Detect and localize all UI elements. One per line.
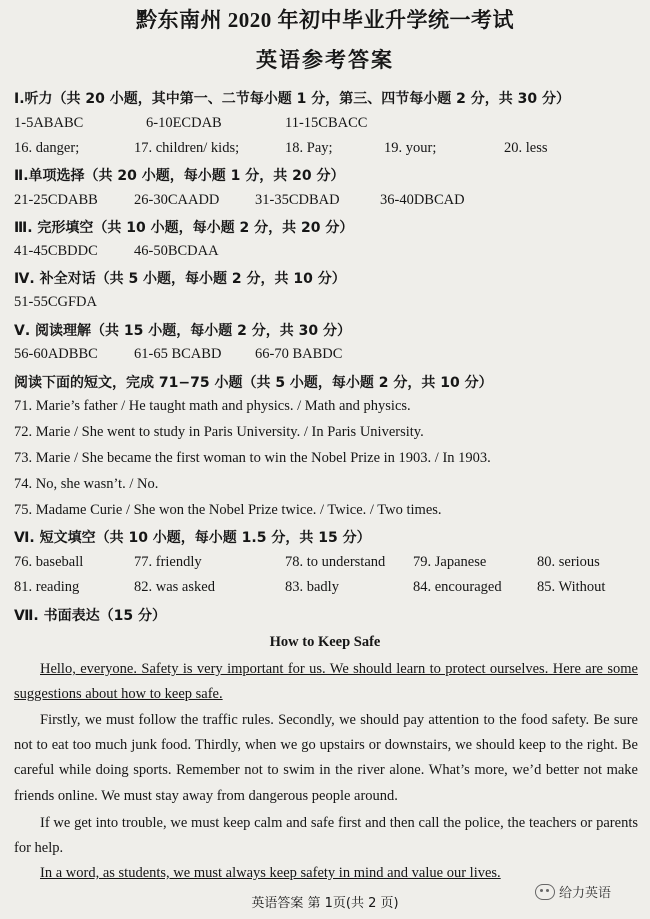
answer-item: 81. reading (14, 579, 80, 595)
answer-group: 31-35CDBAD (255, 192, 340, 208)
answer-key-title: 英语参考答案 (256, 48, 394, 72)
dialogue-heading: Ⅳ. 补全对话（共 5 小题，每小题 2 分，共 10 分） (14, 271, 346, 287)
answer-group: 56-60ADBBC (14, 346, 98, 362)
answer-group: 46-50BCDAA (134, 243, 219, 259)
short-answer: 72. Marie / She went to study in Paris University. / In Paris University. (14, 424, 424, 440)
answer-item: 79. Japanese (413, 554, 487, 570)
essay-body: Firstly, we must follow the traffic rules. Secondly, we should pay attention to the food safety. Be sure not to eat too much junk food. Thirdly, when we go upstairs or downstairs, we should keep to the right. Be careful while doing sports. Remember not to swim in the river alone. What’s more, we’d better not make friends online. We must stay away from dangerous people around. (14, 712, 638, 804)
writing-heading: Ⅶ. 书面表达（15 分） (14, 608, 166, 624)
answer-item: 82. was asked (134, 579, 215, 595)
listening-heading: Ⅰ.听力（共 20 小题，其中第一、二节每小题 1 分，第三、四节每小题 2 分，共 30 分） (14, 91, 570, 107)
essay-conclusion: In a word, as students, we must always keep safety in mind and value our lives. (40, 865, 501, 881)
answer-group: 66-70 BABDC (255, 346, 343, 362)
answer-group: 51-55CGFDA (14, 294, 97, 310)
answer-group: 21-25CDABB (14, 192, 98, 208)
short-answer: 75. Madame Curie / She won the Nobel Prize twice. / Twice. / Two times. (14, 502, 442, 518)
fill-blanks-heading: Ⅵ. 短文填空（共 10 小题，每小题 1.5 分，共 15 分） (14, 530, 371, 546)
answer-item: 16. danger; (14, 140, 80, 156)
page-footer: 英语答案 第 1页(共 2 页) (251, 896, 399, 911)
answer-group: 1-5ABABC (14, 115, 84, 131)
answer-group: 26-30CAADD (134, 192, 220, 208)
answer-group: 41-45CBDDC (14, 243, 98, 259)
short-answer: 74. No, she wasn’t. / No. (14, 476, 159, 492)
watermark-badge (535, 882, 611, 901)
answer-item: 17. children/ kids; (134, 140, 240, 156)
short-answer: 73. Marie / She became the first woman to win the Nobel Prize in 1903. / In 1903. (14, 450, 491, 466)
answer-item: 20. less (504, 140, 548, 156)
answer-item: 80. serious (537, 554, 600, 570)
reading-sub-heading: 阅读下面的短文，完成 71−75 小题（共 5 小题，每小题 2 分，共 10 分） (14, 375, 493, 391)
answer-item: 76. baseball (14, 554, 84, 570)
essay-title: How to Keep Safe (269, 634, 381, 650)
single-choice-heading: Ⅱ.单项选择（共 20 小题，每小题 1 分，共 20 分） (14, 168, 345, 184)
answer-item: 78. to understand (285, 554, 386, 570)
answer-group: 11-15CBACC (285, 115, 368, 131)
answer-group: 6-10ECDAB (146, 115, 222, 131)
answer-item: 85. Without (537, 579, 606, 595)
answer-item: 19. your; (384, 140, 437, 156)
exam-title: 黔东南州 2020 年初中毕业升学统一考试 (136, 8, 514, 32)
watermark-text: 给力英语 (559, 886, 612, 901)
answer-group: 61-65 BCABD (134, 346, 222, 362)
answer-item: 77. friendly (134, 554, 202, 570)
wechat-icon (535, 884, 555, 900)
reading-heading: Ⅴ. 阅读理解（共 15 小题，每小题 2 分，共 30 分） (14, 323, 351, 339)
short-answer: 71. Marie’s father / He taught math and physics. / Math and physics. (14, 398, 411, 414)
essay-intro: Hello, everyone. Safety is very important for us. We should learn to protect ourselves. Here are some suggestions about how to keep safe. (14, 661, 638, 703)
answer-group: 36-40DBCAD (380, 192, 465, 208)
answer-item: 83. badly (285, 579, 339, 595)
answer-item: 84. encouraged (413, 579, 502, 595)
essay-body-2: If we get into trouble, we must keep calm and safe first and then call the police, the teachers or parents for help. (14, 815, 638, 857)
answer-item: 18. Pay; (285, 140, 333, 156)
cloze-heading: Ⅲ. 完形填空（共 10 小题，每小题 2 分，共 20 分） (14, 220, 354, 236)
